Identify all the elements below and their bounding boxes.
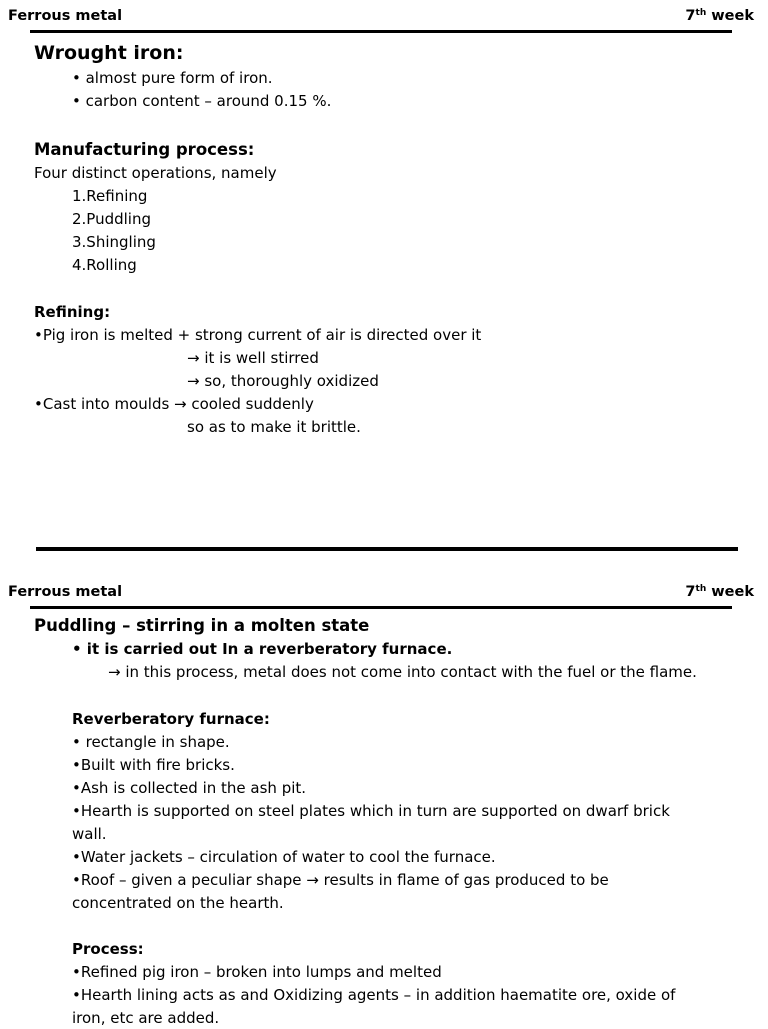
arrow-line: → so, thoroughly oxidized xyxy=(187,372,379,390)
week-superscript: th xyxy=(695,584,707,594)
bullet-item: • almost pure form of iron. xyxy=(72,69,273,87)
continuation-line: iron, etc are added. xyxy=(72,1009,220,1027)
week-word: week xyxy=(706,584,754,600)
bullet-item: •Pig iron is melted + strong current of air is directed over it xyxy=(34,326,482,344)
slide-divider xyxy=(36,547,738,551)
bullet-item: •Refined pig iron – broken into lumps and melted xyxy=(72,963,442,981)
arrow-line: → it is well stirred xyxy=(187,349,319,367)
bullet-item: •Hearth is supported on steel plates which in turn are supported on dwarf brick xyxy=(72,802,670,820)
bullet-item: •Water jackets – circulation of water to cool the furnace. xyxy=(72,848,496,866)
bullet-item: • carbon content – around 0.15 %. xyxy=(72,92,332,110)
header-week xyxy=(685,8,754,25)
slide-title: Wrought iron: xyxy=(34,42,184,64)
section-heading: Manufacturing process: xyxy=(34,140,255,159)
week-number: 7 xyxy=(685,8,696,24)
list-item: 4.Rolling xyxy=(72,256,137,274)
list-item: 2.Puddling xyxy=(72,210,152,228)
section-heading: Process: xyxy=(72,940,144,958)
bullet-item: •Built with fire bricks. xyxy=(72,756,235,774)
arrow-line: → in this process, metal does not come into contact with the fuel or the flame. xyxy=(108,663,697,681)
header-subject: Ferrous metal xyxy=(8,8,123,24)
continuation-line: so as to make it brittle. xyxy=(187,418,361,436)
bullet-item: • rectangle in shape. xyxy=(72,733,230,751)
paragraph: Four distinct operations, namely xyxy=(34,164,277,182)
bullet-item: •Cast into moulds → cooled suddenly xyxy=(34,395,314,413)
bullet-item: •Ash is collected in the ash pit. xyxy=(72,779,307,797)
slide-2 xyxy=(0,576,768,1027)
header-subject: Ferrous metal xyxy=(8,584,123,600)
continuation-line: concentrated on the hearth. xyxy=(72,894,284,912)
section-heading: Refining: xyxy=(34,303,111,321)
header-rule xyxy=(30,606,732,609)
header-week xyxy=(685,584,754,601)
section-heading: Reverberatory furnace: xyxy=(72,710,270,728)
list-item: 3.Shingling xyxy=(72,233,156,251)
week-superscript: th xyxy=(695,8,707,18)
list-item: 1.Refining xyxy=(72,187,148,205)
header-rule xyxy=(30,30,732,33)
slide-title: Puddling – stirring in a molten state xyxy=(34,616,370,635)
week-number: 7 xyxy=(685,584,696,600)
bullet-item: •Hearth lining acts as and Oxidizing agents – in addition haematite ore, oxide of xyxy=(72,986,676,1004)
continuation-line: wall. xyxy=(72,825,107,843)
bullet-item: • it is carried out In a reverberatory furnace. xyxy=(72,640,453,658)
bullet-item: •Roof – given a peculiar shape → results in flame of gas produced to be xyxy=(72,871,609,889)
week-word: week xyxy=(706,8,754,24)
